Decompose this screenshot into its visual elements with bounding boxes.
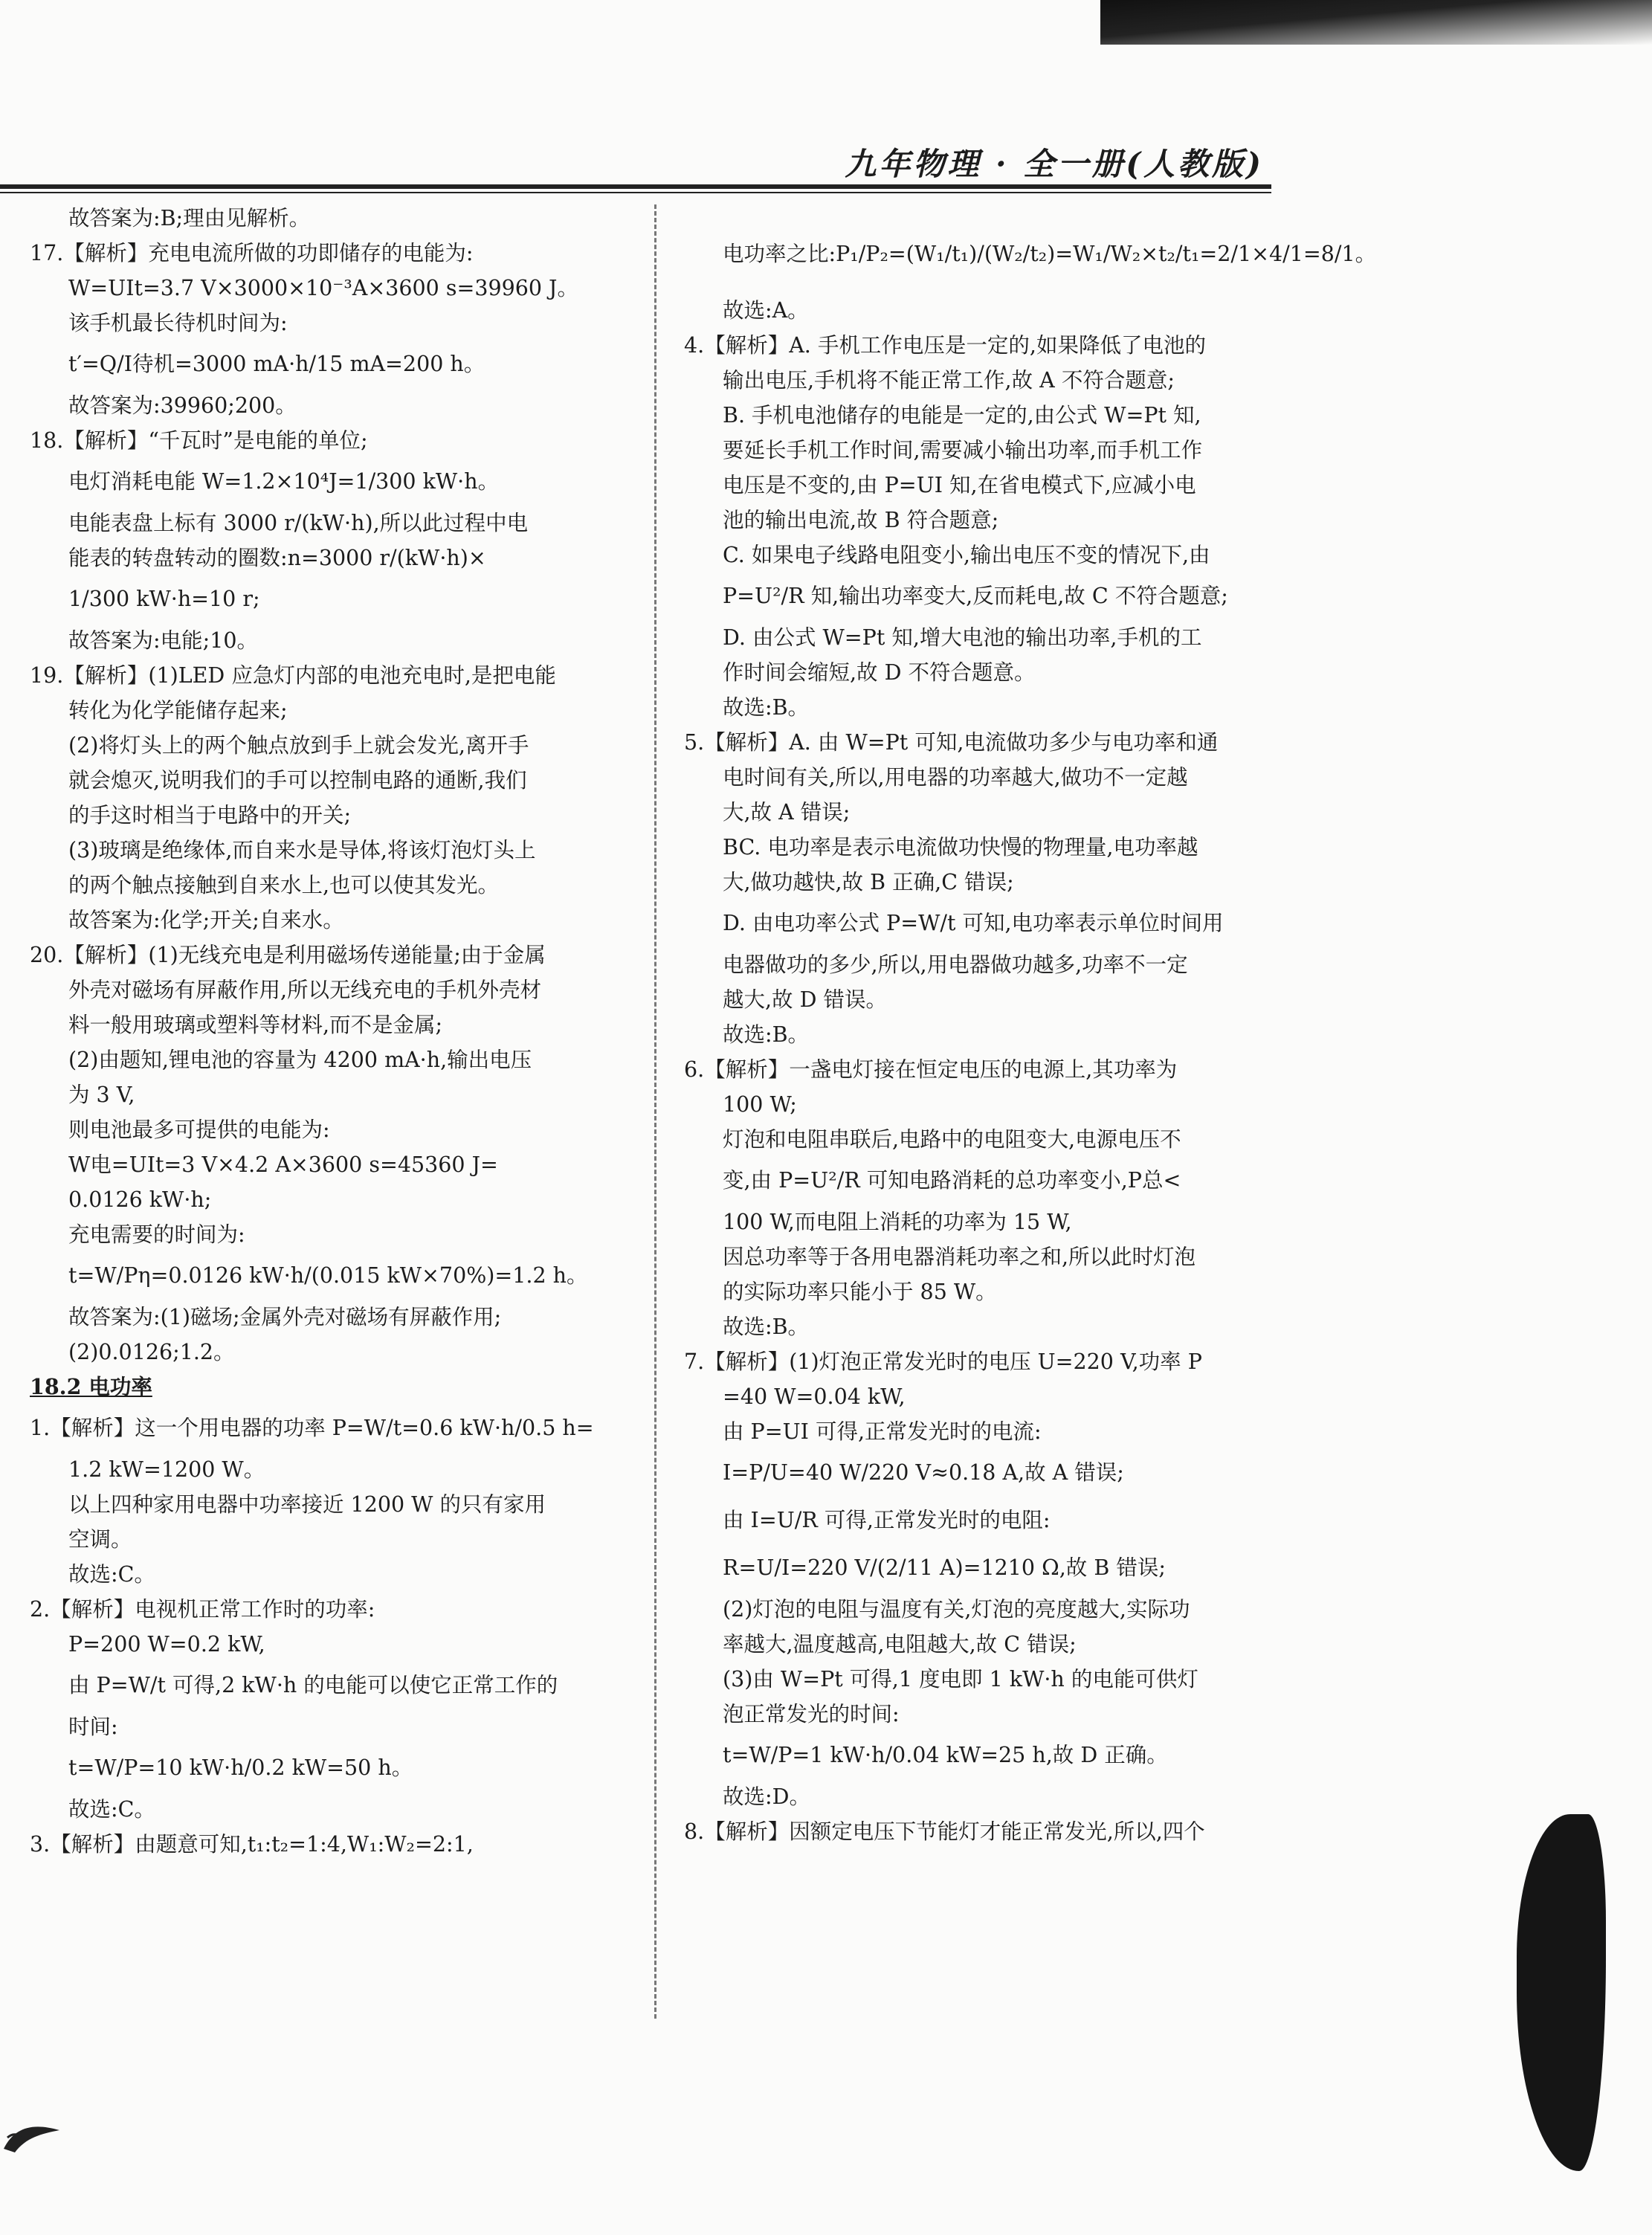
text-line: 要延长手机工作时间,需要减小输出功率,而手机工作	[723, 438, 1203, 462]
right-column	[684, 201, 1377, 1849]
answer-1-heading: 1.【解析】这一个用电器的功率 P=W/t=0.6 kW·h/0.5 h=	[30, 1416, 594, 1440]
formula-line: D. 由电功率公式 P=W/t 可知,电功率表示单位时间用	[723, 911, 1224, 935]
text-line: 电时间有关,所以,用电器的功率越大,做功不一定越	[723, 765, 1188, 790]
text-line: 100 W;	[723, 1092, 797, 1117]
answer-17-heading: 17.【解析】充电电流所做的功即储存的电能为:	[30, 241, 474, 265]
text-line: 故答案为:化学;开关;自来水。	[68, 908, 344, 932]
text-line: 越大,故 D 错误。	[723, 987, 888, 1012]
text-line: 1.2 kW=1200 W。	[68, 1457, 265, 1482]
section-heading: 18.2 电功率	[30, 1374, 152, 1399]
text-line: 电能表盘上标有 3000 r/(kW·h),所以此过程中电	[68, 511, 529, 535]
text-line: (3)玻璃是绝缘体,而自来水是导体,将该灯泡灯头上	[68, 838, 536, 862]
scan-edge-shadow	[1100, 0, 1652, 45]
text-line: 故选:B。	[723, 1022, 810, 1047]
text-line: C. 如果电子线路电阻变小,输出电压不变的情况下,由	[723, 543, 1210, 567]
text-line: 的手这时相当于电路中的开关;	[68, 803, 352, 828]
text-line: 故选:C。	[68, 1797, 155, 1822]
formula-line: t=W/P=1 kW·h/0.04 kW=25 h,故 D 正确。	[723, 1743, 1168, 1767]
answer-7-heading: 7.【解析】(1)灯泡正常发光时的电压 U=220 V,功率 P	[684, 1349, 1202, 1374]
corner-ornament-icon	[0, 2104, 67, 2156]
formula-line: 1/300 kW·h=10 r;	[68, 587, 260, 611]
text-line: =40 W=0.04 kW,	[723, 1384, 906, 1409]
text-line: 电压是不变的,由 P=UI 知,在省电模式下,应减小电	[723, 473, 1196, 497]
text-line: BC. 电功率是表示电流做功快慢的物理量,电功率越	[723, 835, 1198, 860]
formula-line: I=P/U=40 W/220 V≈0.18 A,故 A 错误;	[723, 1460, 1124, 1485]
text-line: 因总功率等于各用电器消耗功率之和,所以此时灯泡	[723, 1245, 1196, 1269]
scan-damage-mark	[1517, 1814, 1606, 2171]
left-column	[30, 201, 602, 1862]
text-line: 充电需要的时间为:	[68, 1222, 245, 1247]
column-divider	[654, 204, 656, 2019]
text-line: W=UIt=3.7 V×3000×10⁻³A×3600 s=39960 J。	[68, 276, 578, 300]
text-line: 故选:B。	[723, 1315, 810, 1339]
text-line: 料一般用玻璃或塑料等材料,而不是金属;	[68, 1013, 443, 1037]
formula-line: 由 P=W/t 可得,2 kW·h 的电能可以使它正常工作的	[68, 1673, 558, 1697]
formula-line: 变,由 P=U²/R 可知电路消耗的总功率变小,P总<	[723, 1168, 1181, 1193]
text-line: W电=UIt=3 V×4.2 A×3600 s=45360 J=	[68, 1152, 498, 1177]
text-line: 率越大,温度越高,电阻越大,故 C 错误;	[723, 1632, 1077, 1657]
formula-line: R=U/I=220 V/(2/11 A)=1210 Ω,故 B 错误;	[723, 1555, 1166, 1580]
formula-line: 由 I=U/R 可得,正常发光时的电阻:	[723, 1508, 1051, 1532]
text-line: 池的输出电流,故 B 符合题意;	[723, 508, 999, 532]
answer-18-heading: 18.【解析】“千瓦时”是电能的单位;	[30, 428, 368, 453]
text-line: 输出电压,手机将不能正常工作,故 A 不符合题意;	[723, 368, 1175, 393]
text-line: 能表的转盘转动的圈数:n=3000 r/(kW·h)×	[68, 546, 486, 570]
formula-line: P=U²/R 知,输出功率变大,反而耗电,故 C 不符合题意;	[723, 584, 1228, 608]
text-line: 故答案为:B;理由见解析。	[68, 206, 311, 230]
answer-4-heading: 4.【解析】A. 手机工作电压是一定的,如果降低了电池的	[684, 333, 1206, 358]
text-line: 100 W,而电阻上消耗的功率为 15 W,	[723, 1210, 1072, 1234]
text-line: 故选:B。	[723, 695, 810, 720]
text-line: 大,故 A 错误;	[723, 800, 851, 825]
text-line: 的两个触点接触到自来水上,也可以使其发光。	[68, 873, 500, 897]
text-line: 大,做功越快,故 B 正确,C 错误;	[723, 870, 1014, 894]
text-line: 故答案为:39960;200。	[68, 393, 297, 418]
text-line: P=200 W=0.2 kW,	[68, 1632, 265, 1657]
text-line: D. 由公式 W=Pt 知,增大电池的输出功率,手机的工	[723, 625, 1202, 650]
text-line: 由 P=UI 可得,正常发光时的电流:	[723, 1419, 1042, 1444]
formula-line: t′=Q/I待机=3000 mA·h/15 mA=200 h。	[68, 352, 485, 376]
page-header-title: 九年物理 · 全一册(人教版)	[845, 146, 1264, 182]
formula-line: 电功率之比:P₁/P₂=(W₁/t₁)/(W₂/t₂)=W₁/W₂×t₂/t₁=2/1×4/1=8/1。	[723, 242, 1377, 266]
formula-line: 电灯消耗电能 W=1.2×10⁴J=1/300 kW·h。	[68, 469, 500, 494]
text-line: 则电池最多可提供的电能为:	[68, 1118, 330, 1142]
text-line: 泡正常发光的时间:	[723, 1702, 900, 1726]
text-line: (2)将灯头上的两个触点放到手上就会发光,离开手	[68, 733, 529, 758]
text-line: 为 3 V,	[68, 1083, 135, 1107]
text-line: B. 手机电池储存的电能是一定的,由公式 W=Pt 知,	[723, 403, 1201, 428]
text-line: 外壳对磁场有屏蔽作用,所以无线充电的手机外壳材	[68, 978, 542, 1002]
text-line: 故答案为:(1)磁场;金属外壳对磁场有屏蔽作用;	[68, 1305, 502, 1329]
text-line: 故选:D。	[723, 1784, 810, 1809]
header-rule	[0, 184, 1271, 193]
answer-3-heading: 3.【解析】由题意可知,t₁:t₂=1:4,W₁:W₂=2:1,	[30, 1832, 474, 1857]
text-line: 以上四种家用电器中功率接近 1200 W 的只有家用	[68, 1492, 546, 1517]
text-line: 故选:A。	[723, 298, 809, 323]
answer-5-heading: 5.【解析】A. 由 W=Pt 可知,电流做功多少与电功率和通	[684, 730, 1219, 755]
text-line: (2)由题知,锂电池的容量为 4200 mA·h,输出电压	[68, 1048, 532, 1072]
text-line: 灯泡和电阻串联后,电路中的电阻变大,电源电压不	[723, 1127, 1181, 1152]
formula-line: t=W/P=10 kW·h/0.2 kW=50 h。	[68, 1755, 413, 1780]
formula-line: t=W/Pη=0.0126 kW·h/(0.015 kW×70%)=1.2 h。	[68, 1263, 588, 1288]
text-line: (2)0.0126;1.2。	[68, 1340, 235, 1364]
text-line: 时间:	[68, 1715, 118, 1739]
answer-6-heading: 6.【解析】一盏电灯接在恒定电压的电源上,其功率为	[684, 1057, 1178, 1082]
text-line: (3)由 W=Pt 可得,1 度电即 1 kW·h 的电能可供灯	[723, 1667, 1198, 1691]
answer-20-heading: 20.【解析】(1)无线充电是利用磁场传递能量;由于金属	[30, 943, 546, 967]
text-line: 转化为化学能储存起来;	[68, 698, 288, 723]
text-line: 作时间会缩短,故 D 不符合题意。	[723, 660, 1036, 685]
text-line: 就会熄灭,说明我们的手可以控制电路的通断,我们	[68, 768, 527, 793]
text-line: 0.0126 kW·h;	[68, 1187, 212, 1212]
text-line: 故答案为:电能;10。	[68, 628, 258, 653]
answer-8-heading: 8.【解析】因额定电压下节能灯才能正常发光,所以,四个	[684, 1819, 1205, 1844]
text-line: 电器做功的多少,所以,用电器做功越多,功率不一定	[723, 952, 1188, 977]
answer-19-heading: 19.【解析】(1)LED 应急灯内部的电池充电时,是把电能	[30, 663, 556, 688]
text-line: (2)灯泡的电阻与温度有关,灯泡的亮度越大,实际功	[723, 1597, 1190, 1622]
text-line: 的实际功率只能小于 85 W。	[723, 1280, 997, 1304]
text-line: 该手机最长待机时间为:	[68, 311, 288, 335]
answer-2-heading: 2.【解析】电视机正常工作时的功率:	[30, 1597, 375, 1622]
text-line: 空调。	[68, 1527, 132, 1552]
text-line: 故选:C。	[68, 1562, 155, 1587]
